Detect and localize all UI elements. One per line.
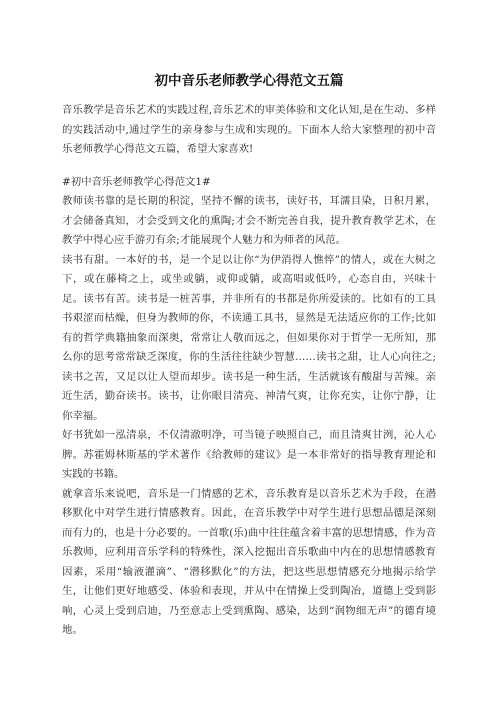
body-paragraph-2: 读书有甜。一本好的书，是一个足以让你“为伊消得人憔悴”的情人，或在大树之下，或在藤椅之上，或坐或躺，或仰或躺，或高唱或低吟，心态自由，兴味十足。读书有苦。读书是一桩苦事，并非所有的书都是你所爱读的。比如有的工具书艰涩而枯燥，但身为教师的你，不读通工具书，显然是无法适应你的工作;比如有的哲学典籍抽象而深奥，常常让人敬而远之，但如果你对于哲学一无所知，那么你的思考常常缺乏深度，你的生活往往缺少智慧……读书之甜，让人心向往之;读书之苦，又足以让人望而却步。读书是一种生活，生活就该有酸甜与苦辣。亲近生活，勤奋读书。读书，让你眼目清亮、神清气爽，让你充实，让你宁静，让你幸福。 bbox=[62, 253, 436, 422]
intro-paragraph: 音乐教学是音乐艺术的实践过程,音乐艺术的审美体验和文化认知,是在生动、多样的实践活动中,通过学生的亲身参与生成和实现的。下面本人给大家整理的初中音乐老师教学心得范文五篇，希望大家喜欢! bbox=[62, 104, 436, 155]
body-paragraph-4: 就拿音乐来说吧，音乐是一门情感的艺术，音乐教育是以音乐艺术为手段，在潜移默化中对学生进行情感教育。因此，在音乐教学中对学生进行思想品德是深刻而有力的，也是十分必要的。一首歌(乐)曲中往往蕴含着丰富的思想情感，作为音乐教师，应利用音乐学科的特殊性，深入挖掘出音乐歌曲中内在的思想情感教育因素，采用“输液灌滴”、“潜移默化”的方法，把这些思想情感充分地揭示给学生，让他们更好地感受、体验和表现，并从中在情操上受到陶冶，道德上受到影响，心灵上受到启迪，乃至意志上受到熏陶、感染，达到“润物细无声”的德育境地。 bbox=[62, 487, 436, 636]
body-paragraph-1: 教师读书靠的是长期的积淀，坚持不懈的读书，读好书，耳濡目染，日积月累，才会储备真知，才会受到文化的熏陶;才会不断完善自我，提升教育教学艺术，在教学中得心应手游刃有余;才能展现个人魅力和为师者的风范。 bbox=[62, 195, 436, 246]
document-title: 初中音乐老师教学心得范文五篇 bbox=[154, 73, 344, 89]
document-page bbox=[62, 72, 436, 641]
section-heading: #初中音乐老师教学心得范文1# bbox=[62, 175, 211, 188]
body-paragraph-3: 好书犹如一泓清泉，不仅清澈明净，可当镜子映照自己，而且清爽甘洌，沁人心脾。苏霍姆林斯基的学术著作《给教师的建议》是一本非常好的指导教育理论和实践的书籍。 bbox=[62, 429, 436, 480]
paragraph-spacer bbox=[62, 160, 436, 173]
